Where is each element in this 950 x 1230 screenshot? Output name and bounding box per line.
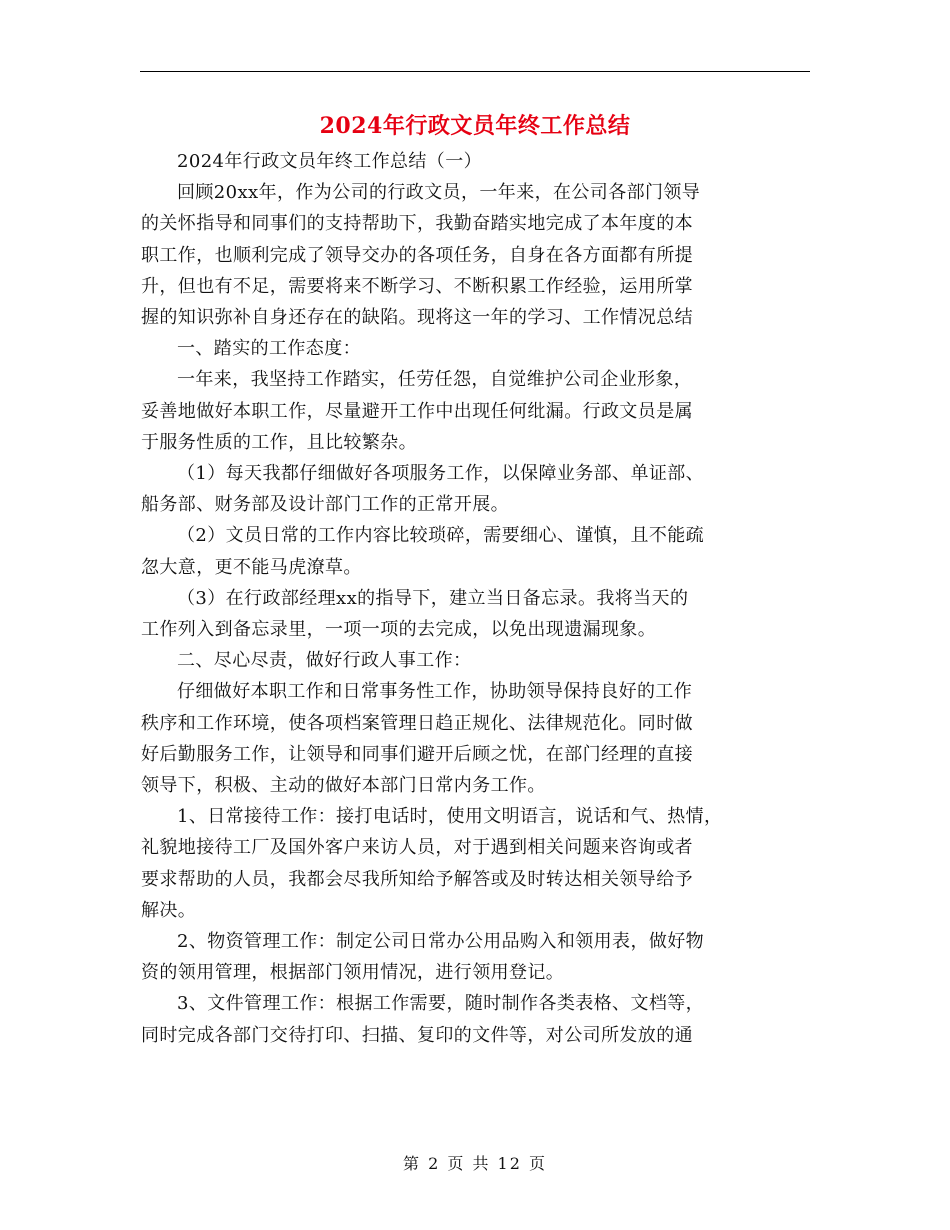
paragraph: [141, 801, 813, 926]
text-line: 于服务性质的工作，且比较繁杂。: [141, 431, 417, 453]
text-line: 2、物资管理工作：制定公司日常办公用品购入和领用表，做好物: [177, 931, 705, 953]
header-rule: [140, 71, 810, 72]
text-line: 1、日常接待工作：接打电话时，使用文明语言，说话和气、热情，: [177, 806, 723, 828]
text-line: 握的知识弥补自身还存在的缺陷。现将这一年的学习、工作情况总结: [141, 307, 693, 329]
text-line: 同时完成各部门交待打印、扫描、复印的文件等，对公司所发放的通: [141, 1024, 693, 1046]
paragraph: [141, 458, 813, 520]
paragraph: [141, 926, 813, 988]
text-line: 要求帮助的人员，我都会尽我所知给予解答或及时转达相关领导给予: [141, 868, 693, 890]
paragraph: [141, 676, 813, 801]
text-line: 忽大意，更不能马虎潦草。: [141, 556, 362, 578]
text-line: 3、文件管理工作：根据工作需要，随时制作各类表格、文档等，: [177, 993, 705, 1015]
text-line: 解决。: [141, 899, 197, 921]
text-line: 的关怀指导和同事们的支持帮助下，我勤奋踏实地完成了本年度的本: [141, 213, 693, 235]
paragraph: [141, 146, 813, 177]
text-line: 二、尽心尽责，做好行政人事工作：: [177, 650, 472, 672]
text-line: 一、踏实的工作态度：: [177, 338, 361, 360]
text-line: 好后勤服务工作，让领导和同事们避开后顾之忧，在部门经理的直接: [141, 743, 693, 765]
paragraph: [141, 583, 813, 645]
text-line: 仔细做好本职工作和日常事务性工作，协助领导保持良好的工作: [177, 681, 693, 703]
page-footer: 第 2 页 共 12 页: [403, 1154, 547, 1173]
text-line: 2024年行政文员年终工作总结（一）: [177, 151, 483, 172]
text-line: 升，但也有不足，需要将来不断学习、不断积累工作经验，运用所掌: [141, 275, 693, 297]
text-line: 船务部、财务部及设计部门工作的正常开展。: [141, 494, 509, 516]
text-line: 资的领用管理，根据部门领用情况，进行领用登记。: [141, 962, 565, 984]
text-line: 工作列入到备忘录里，一项一项的去完成，以免出现遗漏现象。: [141, 619, 657, 641]
text-line: 一年来，我坚持工作踏实，任劳任怨，自觉维护公司企业形象，: [177, 369, 693, 391]
text-line: 礼貌地接待工厂及国外客户来访人员，对于遇到相关问题来咨询或者: [141, 837, 693, 859]
text-line: （1）每天我都仔细做好各项服务工作，以保障业务部、单证部、: [177, 463, 705, 485]
text-line: （3）在行政部经理xx的指导下，建立当日备忘录。我将当天的: [177, 587, 689, 609]
document-body: [141, 146, 813, 1051]
paragraph: [141, 645, 813, 676]
paragraph: [141, 988, 813, 1050]
text-line: 回顾20xx年，作为公司的行政文员，一年来，在公司各部门领导: [177, 182, 701, 204]
text-line: 职工作，也顺利完成了领导交办的各项任务，自身在各方面都有所提: [141, 244, 693, 266]
text-line: 妥善地做好本职工作，尽量避开工作中出现任何纰漏。行政文员是属: [141, 400, 693, 422]
paragraph: [141, 177, 813, 333]
document-title: 2024年行政文员年终工作总结: [319, 113, 631, 139]
paragraph: [141, 520, 813, 582]
text-line: 领导下，积极、主动的做好本部门日常内务工作。: [141, 775, 546, 797]
text-line: 秩序和工作环境，使各项档案管理日趋正规化、法律规范化。同时做: [141, 712, 693, 734]
text-line: （2）文员日常的工作内容比较琐碎，需要细心、谨慎，且不能疏: [177, 525, 705, 547]
paragraph: [141, 364, 813, 458]
paragraph: [141, 333, 813, 364]
